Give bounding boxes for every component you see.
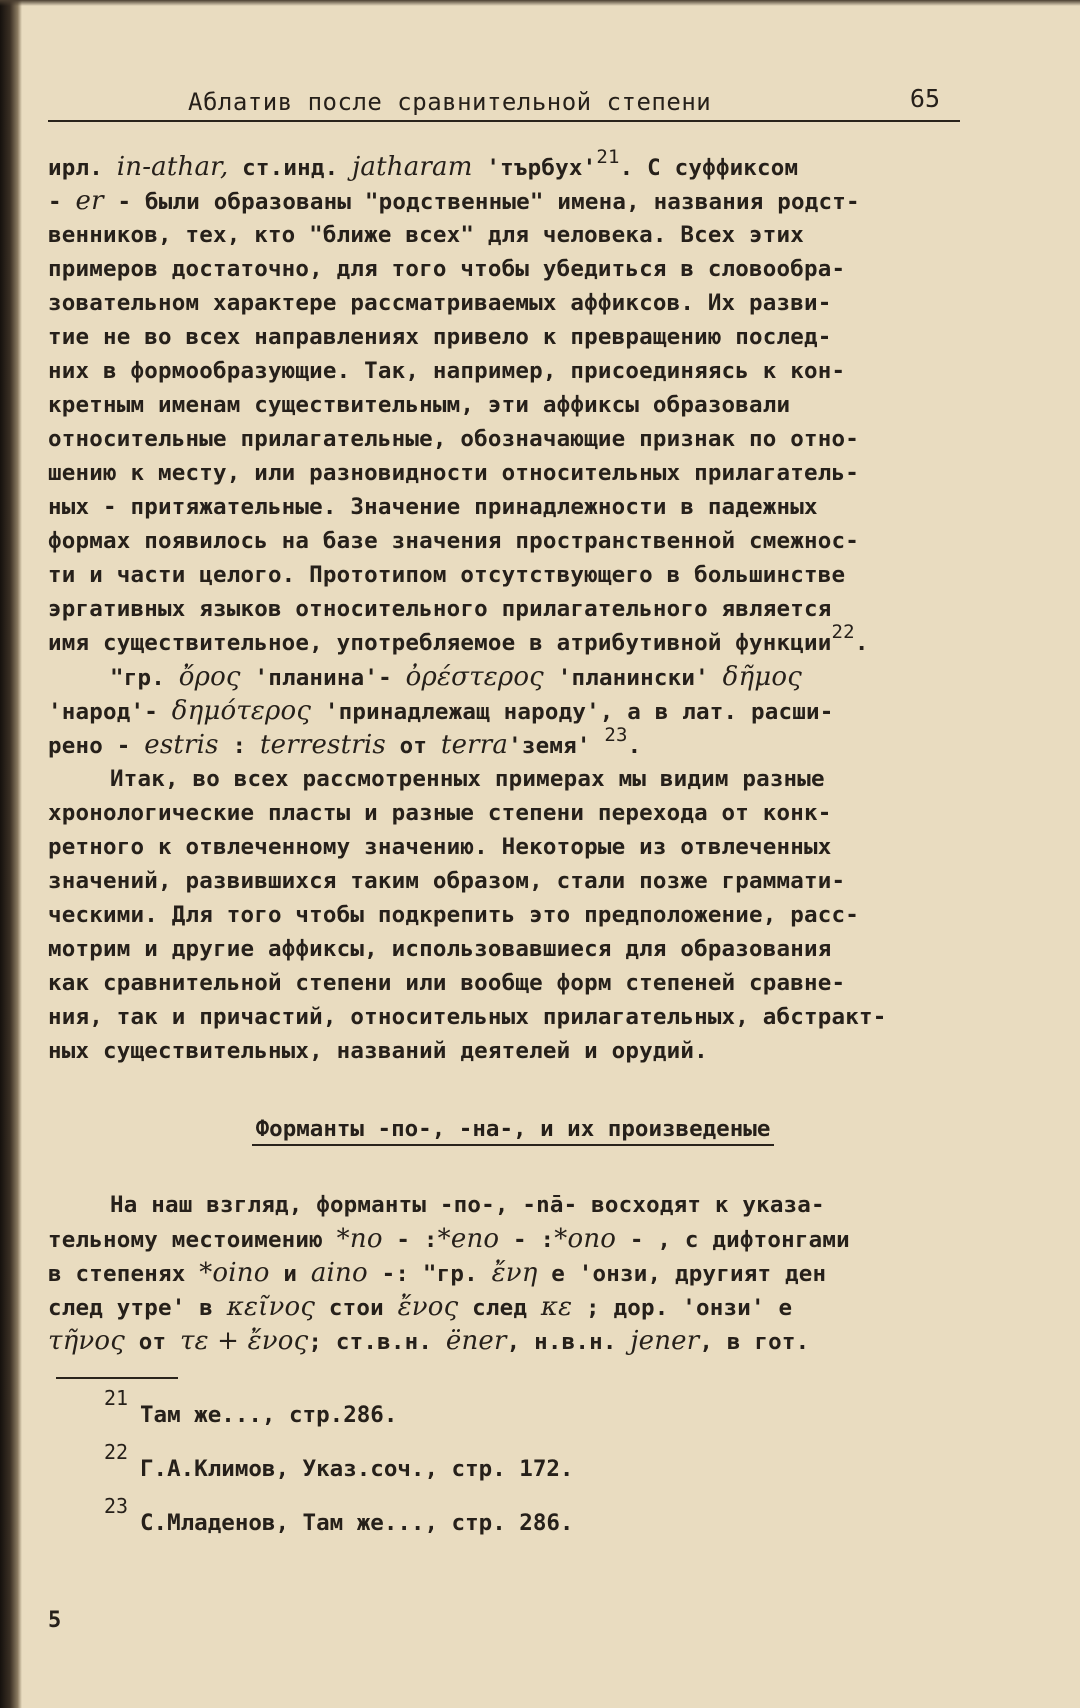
- text-run: эргативных языков относительного прилагательного является: [48, 596, 832, 622]
- text-line: [48, 966, 978, 1000]
- text-run: имя существительное, употребляемое в атрибутивной функции: [48, 630, 832, 656]
- handwritten-form: ἔνη: [491, 1258, 538, 1288]
- text-run: формах появилось на базе значения пространственной смежнос-: [48, 528, 860, 554]
- text-run: На наш взгляд, форманты -по-, -nā- восходят к указа-: [110, 1192, 825, 1218]
- text-line: [48, 660, 978, 694]
- text-line: [48, 490, 978, 524]
- handwritten-form: τῆνος: [48, 1326, 125, 1356]
- text-run: ти и части целого. Прототипом отсутствующего в большинстве: [48, 562, 846, 588]
- text-run: ных - притяжательные. Значение принадлежности в падежных: [48, 494, 818, 520]
- text-run: ных существительных, названий деятелей и орудий.: [48, 1038, 708, 1064]
- text-line: [48, 146, 978, 184]
- text-run: ческими. Для того чтобы подкрепить это предположение, расс-: [48, 902, 860, 928]
- section-heading: [48, 1116, 978, 1142]
- book-page: [48, 0, 1048, 1708]
- text-run: мотрим и другие аффиксы, использовавшиеся для образования: [48, 936, 832, 962]
- text-run: относительные прилагательные, обозначающие признак по отно-: [48, 426, 860, 452]
- text-line: [48, 558, 978, 592]
- handwritten-form: in-athar,: [116, 152, 229, 182]
- footnote-ref: 21: [596, 146, 620, 168]
- text-run: тие не во всех направлениях привело к превращению послед-: [48, 324, 832, 350]
- text-line: [48, 1256, 978, 1290]
- text-run: примеров достаточно, для того чтобы убедиться в словообра-: [48, 256, 846, 282]
- text-run: -: "гр.: [367, 1261, 492, 1287]
- text-line: [48, 1290, 978, 1324]
- text-line: [48, 218, 978, 252]
- text-line: [48, 1188, 978, 1222]
- text-run: 'земя': [508, 733, 605, 759]
- text-run: - :: [382, 1227, 438, 1253]
- page-number: 65: [909, 84, 940, 113]
- footnote: [104, 1440, 904, 1494]
- text-run: 'планина'-: [240, 665, 406, 691]
- text-run: ния, так и причастий, относительных прилагательных, абстракт-: [48, 1004, 887, 1030]
- text-run: ретного к отвлеченному значению. Некоторые из отвлеченных: [48, 834, 832, 860]
- paragraph: [48, 1188, 978, 1358]
- text-line: [48, 252, 978, 286]
- text-run: , в гот.: [699, 1329, 810, 1355]
- text-run: "гр.: [110, 665, 179, 691]
- text-run: значений, развившихся таким образом, стали позже граммати-: [48, 868, 846, 894]
- text-run: как сравнительной степени или вообще форм степеней сравне-: [48, 970, 846, 996]
- text-line: [48, 1324, 978, 1358]
- text-run: 'принадлежащ народу', а в лат. расши-: [311, 699, 834, 725]
- text-line: [48, 898, 978, 932]
- handwritten-form: er: [75, 186, 104, 216]
- handwritten-form: *eno: [437, 1224, 500, 1254]
- handwritten-form: ὀρέστερος: [405, 662, 544, 692]
- text-run: :: [218, 733, 260, 759]
- footnote: [104, 1386, 904, 1440]
- running-head: [48, 86, 960, 122]
- text-run: них в формообразующие. Так, например, присоединяясь к кон-: [48, 358, 846, 384]
- handwritten-form: *ono: [554, 1224, 617, 1254]
- text-run: .: [854, 630, 869, 656]
- footnote-text: С.Младенов, Там же..., стр. 286.: [140, 1510, 574, 1536]
- handwritten-form: ëner: [445, 1326, 507, 1356]
- text-line: [48, 354, 978, 388]
- text-run: шению к месту, или разновидности относительных прилагатель-: [48, 460, 860, 486]
- text-line: [48, 796, 978, 830]
- text-run: рено -: [48, 733, 145, 759]
- text-line: [48, 1000, 978, 1034]
- text-run: ирл.: [48, 155, 117, 181]
- text-line: [48, 762, 978, 796]
- handwritten-form: ὄρος: [178, 662, 241, 692]
- footnote-text: Там же..., стр.286.: [140, 1402, 398, 1428]
- footnote-ref: 23: [604, 724, 628, 746]
- text-run: след: [458, 1295, 541, 1321]
- section-title: Форманты -по-, -на-, и их произведеные: [252, 1116, 775, 1146]
- footnote-text: Г.А.Климов, Указ.соч., стр. 172.: [140, 1456, 574, 1482]
- handwritten-form: κε: [540, 1292, 573, 1322]
- paragraph: [48, 660, 978, 762]
- handwritten-form: *oino: [199, 1258, 270, 1288]
- text-run: ст.инд.: [228, 155, 353, 181]
- text-run: 'планински': [543, 665, 723, 691]
- text-line: [48, 830, 978, 864]
- text-line: [48, 864, 978, 898]
- text-line: [48, 388, 978, 422]
- handwritten-form: δῆμος: [722, 662, 802, 692]
- text-run: ; дор. 'онзи' е: [572, 1295, 793, 1321]
- text-line: [48, 422, 978, 456]
- paragraph: [48, 762, 978, 1068]
- handwritten-form: ἔνος: [397, 1292, 459, 1322]
- text-line: [48, 1034, 978, 1068]
- handwritten-form: terrestris: [259, 730, 386, 760]
- footnote-number: 23: [104, 1494, 129, 1518]
- handwritten-form: κεῖνος: [226, 1292, 316, 1322]
- text-run: . С суффиксом: [619, 155, 799, 181]
- printer-signature: 5: [48, 1608, 62, 1633]
- handwritten-form: jener: [630, 1326, 700, 1356]
- text-run: - , с дифтонгами: [616, 1227, 850, 1253]
- text-run: -: [48, 189, 76, 215]
- text-run: - :: [499, 1227, 555, 1253]
- text-run: 'народ'-: [48, 699, 172, 725]
- text-line: [48, 524, 978, 558]
- footnote: [104, 1494, 904, 1548]
- book-binding-shadow: [0, 0, 22, 1708]
- footnote-number: 22: [104, 1440, 129, 1464]
- text-run: , н.в.н.: [506, 1329, 631, 1355]
- handwritten-form: *no: [336, 1224, 383, 1254]
- footnote-ref: 22: [831, 621, 855, 643]
- section-text: [48, 1172, 978, 1374]
- text-run: 'търбух': [472, 155, 597, 181]
- text-run: от: [385, 733, 441, 759]
- text-run: ; ст.в.н.: [308, 1329, 446, 1355]
- text-line: [48, 1222, 978, 1256]
- handwritten-form: τε + ἔνος: [179, 1326, 309, 1356]
- text-run: след утре' в: [48, 1295, 227, 1321]
- text-line: [48, 286, 978, 320]
- text-run: хронологические пласты и разные степени перехода от конк-: [48, 800, 832, 826]
- handwritten-form: aino: [310, 1258, 368, 1288]
- text-line: [48, 184, 978, 218]
- text-line: [48, 621, 978, 660]
- running-head-title: Аблатив после сравнительной степени: [188, 88, 712, 116]
- text-run: стои: [315, 1295, 398, 1321]
- text-line: [48, 932, 978, 966]
- text-run: зовательном характере рассматриваемых аффиксов. Их разви-: [48, 290, 832, 316]
- text-line: [48, 724, 978, 762]
- handwritten-form: terra: [440, 730, 509, 760]
- text-run: Итак, во всех рассмотренных примерах мы видим разные: [110, 766, 825, 792]
- footnote-number: 21: [104, 1386, 129, 1410]
- text-line: [48, 320, 978, 354]
- text-run: е 'онзи, другият ден: [537, 1261, 827, 1287]
- handwritten-form: δημότερος: [171, 696, 312, 726]
- text-line: [48, 456, 978, 490]
- handwritten-form: estris: [144, 730, 219, 760]
- text-run: тельному местоимению: [48, 1227, 337, 1253]
- text-run: - были образованы "родственные" имена, названия родст-: [103, 189, 860, 215]
- text-run: .: [627, 733, 642, 759]
- text-run: венников, тех, кто "ближе всех" для человека. Всех этих: [48, 222, 805, 248]
- text-line: [48, 694, 978, 728]
- text-run: кретным именам существительным, эти аффиксы образовали: [48, 392, 791, 418]
- footnote-rule: [56, 1377, 178, 1379]
- handwritten-form: jatharam: [352, 152, 473, 182]
- footnotes: [104, 1386, 904, 1548]
- main-text: [48, 146, 978, 1068]
- text-run: и: [269, 1261, 311, 1287]
- text-run: от: [124, 1329, 180, 1355]
- paragraph: [48, 146, 978, 660]
- text-run: в степенях: [48, 1261, 200, 1287]
